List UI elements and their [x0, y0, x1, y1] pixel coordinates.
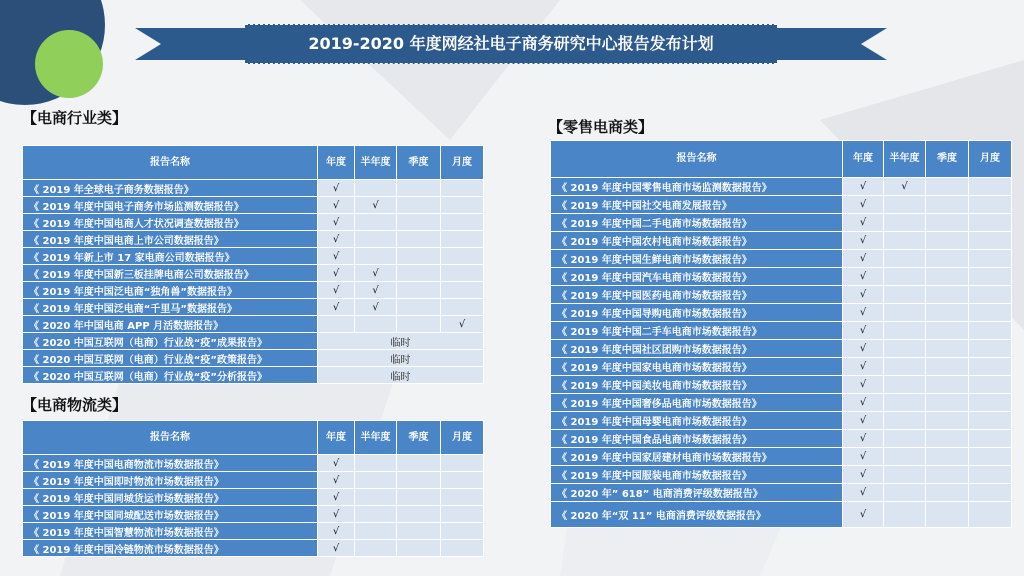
month-cell: [969, 214, 1012, 232]
header-year: 年度: [843, 141, 884, 178]
year-cell: √: [318, 282, 355, 299]
section-title-logistics: 【电商物流类】: [22, 396, 128, 414]
table-row: [551, 304, 1012, 322]
year-cell: √: [843, 448, 884, 466]
header-half-year: 半年度: [355, 146, 397, 180]
table-row: [551, 502, 1012, 528]
report-name-cell: 《 2019 年度中国二手车电商市场数据报告》: [551, 322, 843, 340]
half-cell: [884, 502, 926, 528]
quarter-cell: [397, 248, 441, 265]
half-cell: [884, 412, 926, 430]
month-cell: [969, 304, 1012, 322]
table-row: [551, 340, 1012, 358]
report-name-cell: 《 2019 年度中国家电电商市场数据报告》: [551, 358, 843, 376]
quarter-cell: [926, 502, 969, 528]
half-cell: [355, 316, 397, 333]
month-cell: [969, 322, 1012, 340]
report-name-cell: 《 2019 年度中国电商上市公司数据报告》: [23, 231, 318, 248]
half-cell: [884, 394, 926, 412]
month-cell: √: [441, 316, 484, 333]
table-row: [551, 214, 1012, 232]
half-cell: [355, 540, 397, 557]
table-row: [551, 358, 1012, 376]
table-row: [23, 299, 484, 316]
year-cell: √: [318, 299, 355, 316]
half-cell: [884, 466, 926, 484]
half-cell: [355, 472, 397, 489]
year-cell: √: [843, 340, 884, 358]
half-cell: [884, 448, 926, 466]
half-cell: [355, 523, 397, 540]
month-cell: [969, 178, 1012, 196]
report-name-cell: 《 2020 年” 618” 电商消费评级数据报告》: [551, 484, 843, 502]
report-name-cell: 《 2019 年度中国即时物流市场数据报告》: [23, 472, 318, 489]
quarter-cell: [926, 214, 969, 232]
month-cell: [969, 394, 1012, 412]
month-cell: [969, 358, 1012, 376]
month-cell: [441, 299, 484, 316]
year-cell: √: [843, 394, 884, 412]
report-name-cell: 《 2019 年度中国农村电商市场数据报告》: [551, 232, 843, 250]
year-cell: √: [318, 455, 355, 472]
half-cell: [355, 180, 397, 197]
report-name-cell: 《 2019 年度中国电商人才状况调查数据报告》: [23, 214, 318, 231]
year-cell: √: [843, 286, 884, 304]
report-name-cell: 《 2019 年度中国零售电商市场监测数据报告》: [551, 178, 843, 196]
report-name-cell: 《 2020 中国互联网（电商）行业战“疫”成果报告》: [23, 333, 318, 350]
quarter-cell: [926, 484, 969, 502]
report-name-cell: 《 2019 年度中国新三板挂牌电商公司数据报告》: [23, 265, 318, 282]
table-row: [23, 350, 484, 367]
page-title: 2019-2020 年度网经社电子商务研究中心报告发布计划: [308, 34, 714, 53]
year-cell: √: [843, 358, 884, 376]
temporary-cell: 临时: [318, 367, 484, 384]
quarter-cell: [397, 540, 441, 557]
header-month: 月度: [441, 146, 484, 180]
header-quarter: 季度: [926, 141, 969, 178]
half-cell: [884, 214, 926, 232]
table-row: [551, 430, 1012, 448]
table-row: [23, 214, 484, 231]
half-cell: [884, 484, 926, 502]
month-cell: [969, 430, 1012, 448]
report-name-cell: 《 2019 年度中国食品电商市场数据报告》: [551, 430, 843, 448]
half-cell: [884, 232, 926, 250]
month-cell: [969, 466, 1012, 484]
quarter-cell: [397, 523, 441, 540]
quarter-cell: [397, 180, 441, 197]
quarter-cell: [926, 448, 969, 466]
quarter-cell: [926, 430, 969, 448]
report-name-cell: 《 2019 年度中国汽车电商市场数据报告》: [551, 268, 843, 286]
year-cell: √: [318, 265, 355, 282]
header-year: 年度: [318, 421, 355, 455]
half-cell: [884, 304, 926, 322]
half-cell: √: [355, 265, 397, 282]
quarter-cell: [397, 316, 441, 333]
month-cell: [969, 448, 1012, 466]
month-cell: [969, 286, 1012, 304]
report-name-cell: 《 2019 年度中国家居建材电商市场数据报告》: [551, 448, 843, 466]
table-row: [23, 333, 484, 350]
table-row: [23, 455, 484, 472]
section-title-industry: 【电商行业类】: [22, 109, 128, 127]
half-cell: [355, 214, 397, 231]
table-row: [23, 523, 484, 540]
quarter-cell: [926, 322, 969, 340]
table-row: [23, 231, 484, 248]
quarter-cell: [926, 268, 969, 286]
report-name-cell: 《 2019 年度中国同城货运市场数据报告》: [23, 489, 318, 506]
temporary-cell: 临时: [318, 350, 484, 367]
half-cell: [884, 358, 926, 376]
industry-table: [22, 145, 484, 384]
month-cell: [441, 214, 484, 231]
temporary-cell: 临时: [318, 333, 484, 350]
header-half-year: 半年度: [355, 421, 397, 455]
year-cell: √: [318, 248, 355, 265]
quarter-cell: [397, 197, 441, 214]
quarter-cell: [926, 178, 969, 196]
report-name-cell: 《 2019 年度中国同城配送市场数据报告》: [23, 506, 318, 523]
report-name-cell: 《 2019 年度中国美妆电商市场数据报告》: [551, 376, 843, 394]
report-name-cell: 《 2019 年度中国智慧物流市场数据报告》: [23, 523, 318, 540]
table-row: [23, 472, 484, 489]
logistics-table: [22, 420, 484, 557]
year-cell: √: [318, 540, 355, 557]
header-year: 年度: [318, 146, 355, 180]
quarter-cell: [397, 455, 441, 472]
quarter-cell: [926, 232, 969, 250]
year-cell: √: [843, 196, 884, 214]
report-name-cell: 《 2019 年度中国社区团购市场数据报告》: [551, 340, 843, 358]
half-cell: [355, 489, 397, 506]
report-name-cell: 《 2019 年度中国医药电商市场数据报告》: [551, 286, 843, 304]
table-row: [551, 232, 1012, 250]
table-row: [23, 367, 484, 384]
table-row: [23, 489, 484, 506]
retail-table: [550, 140, 1012, 528]
table-row: [23, 265, 484, 282]
header-month: 月度: [969, 141, 1012, 178]
quarter-cell: [926, 304, 969, 322]
report-name-cell: 《 2019 年度中国二手电商市场数据报告》: [551, 214, 843, 232]
half-cell: [884, 430, 926, 448]
month-cell: [441, 540, 484, 557]
report-name-cell: 《 2019 年度中国服装电商市场数据报告》: [551, 466, 843, 484]
year-cell: √: [843, 376, 884, 394]
report-name-cell: 《 2019 年度中国导购电商市场数据报告》: [551, 304, 843, 322]
table-row: [23, 282, 484, 299]
report-name-cell: 《 2019 年度中国泛电商“千里马”数据报告》: [23, 299, 318, 316]
half-cell: [884, 340, 926, 358]
report-name-cell: 《 2019 年新上市 17 家电商公司数据报告》: [23, 248, 318, 265]
table-row: [23, 540, 484, 557]
table-row: [551, 322, 1012, 340]
month-cell: [969, 502, 1012, 528]
header-quarter: 季度: [397, 421, 441, 455]
month-cell: [441, 489, 484, 506]
year-cell: √: [843, 232, 884, 250]
month-cell: [441, 455, 484, 472]
quarter-cell: [926, 394, 969, 412]
report-name-cell: 《 2019 年度中国冷链物流市场数据报告》: [23, 540, 318, 557]
year-cell: √: [843, 250, 884, 268]
year-cell: √: [318, 523, 355, 540]
report-name-cell: 《 2019 年全球电子商务数据报告》: [23, 180, 318, 197]
year-cell: √: [318, 180, 355, 197]
report-name-cell: 《 2020 年“双 11” 电商消费评级数据报告》: [551, 502, 843, 528]
month-cell: [441, 248, 484, 265]
month-cell: [969, 250, 1012, 268]
year-cell: √: [318, 506, 355, 523]
month-cell: [441, 180, 484, 197]
year-cell: √: [843, 304, 884, 322]
table-row: [551, 412, 1012, 430]
table-row: [23, 316, 484, 333]
year-cell: √: [318, 472, 355, 489]
table-row: [551, 394, 1012, 412]
table-row: [23, 180, 484, 197]
report-name-cell: 《 2019 年度中国奢侈品电商市场数据报告》: [551, 394, 843, 412]
year-cell: [318, 316, 355, 333]
table-row: [551, 178, 1012, 196]
table-row: [551, 466, 1012, 484]
month-cell: [441, 282, 484, 299]
quarter-cell: [397, 506, 441, 523]
year-cell: √: [318, 231, 355, 248]
year-cell: √: [843, 412, 884, 430]
half-cell: √: [884, 178, 926, 196]
quarter-cell: [926, 358, 969, 376]
half-cell: [355, 506, 397, 523]
table-row: [551, 196, 1012, 214]
quarter-cell: [926, 196, 969, 214]
header-quarter: 季度: [397, 146, 441, 180]
half-cell: [884, 196, 926, 214]
title-banner: [135, 24, 887, 64]
table-row: [551, 376, 1012, 394]
month-cell: [441, 506, 484, 523]
quarter-cell: [397, 231, 441, 248]
report-name-cell: 《 2020 中国互联网（电商）行业战“疫”政策报告》: [23, 350, 318, 367]
half-cell: √: [355, 282, 397, 299]
table-row: [23, 248, 484, 265]
half-cell: √: [355, 197, 397, 214]
year-cell: √: [843, 178, 884, 196]
quarter-cell: [397, 214, 441, 231]
quarter-cell: [926, 250, 969, 268]
quarter-cell: [397, 265, 441, 282]
table-row: [23, 506, 484, 523]
table-row: [551, 484, 1012, 502]
half-cell: [355, 248, 397, 265]
month-cell: [969, 484, 1012, 502]
half-cell: √: [355, 299, 397, 316]
half-cell: [884, 376, 926, 394]
half-cell: [355, 231, 397, 248]
quarter-cell: [926, 412, 969, 430]
year-cell: √: [843, 268, 884, 286]
quarter-cell: [397, 282, 441, 299]
year-cell: √: [318, 197, 355, 214]
half-cell: [884, 322, 926, 340]
year-cell: √: [843, 484, 884, 502]
half-cell: [884, 250, 926, 268]
year-cell: √: [843, 322, 884, 340]
year-cell: √: [318, 214, 355, 231]
report-name-cell: 《 2019 年度中国社交电商发展报告》: [551, 196, 843, 214]
header-half-year: 半年度: [884, 141, 926, 178]
month-cell: [441, 472, 484, 489]
quarter-cell: [926, 340, 969, 358]
year-cell: √: [843, 430, 884, 448]
half-cell: [884, 286, 926, 304]
quarter-cell: [926, 466, 969, 484]
report-name-cell: 《 2019 年度中国电子商务市场监测数据报告》: [23, 197, 318, 214]
table-row: [551, 286, 1012, 304]
header-report-name: 报告名称: [23, 421, 318, 455]
report-name-cell: 《 2019 年度中国生鲜电商市场数据报告》: [551, 250, 843, 268]
report-name-cell: 《 2020 年中国电商 APP 月活数据报告》: [23, 316, 318, 333]
report-name-cell: 《 2019 年度中国泛电商“独角兽”数据报告》: [23, 282, 318, 299]
month-cell: [969, 268, 1012, 286]
report-name-cell: 《 2019 年度中国电商物流市场数据报告》: [23, 455, 318, 472]
quarter-cell: [926, 376, 969, 394]
month-cell: [969, 412, 1012, 430]
header-month: 月度: [441, 421, 484, 455]
quarter-cell: [397, 489, 441, 506]
half-cell: [355, 455, 397, 472]
half-cell: [884, 268, 926, 286]
month-cell: [441, 197, 484, 214]
quarter-cell: [926, 286, 969, 304]
month-cell: [441, 523, 484, 540]
month-cell: [441, 231, 484, 248]
year-cell: √: [843, 466, 884, 484]
report-name-cell: 《 2020 中国互联网（电商）行业战“疫”分析报告》: [23, 367, 318, 384]
month-cell: [969, 376, 1012, 394]
month-cell: [969, 196, 1012, 214]
table-row: [551, 268, 1012, 286]
table-row: [551, 250, 1012, 268]
month-cell: [441, 265, 484, 282]
header-report-name: 报告名称: [23, 146, 318, 180]
month-cell: [969, 232, 1012, 250]
report-name-cell: 《 2019 年度中国母婴电商市场数据报告》: [551, 412, 843, 430]
year-cell: √: [843, 502, 884, 528]
quarter-cell: [397, 472, 441, 489]
table-row: [551, 448, 1012, 466]
green-circle: [35, 30, 103, 98]
quarter-cell: [397, 299, 441, 316]
header-report-name: 报告名称: [551, 141, 843, 178]
table-row: [23, 197, 484, 214]
section-title-retail: 【零售电商类】: [548, 118, 654, 136]
year-cell: √: [318, 489, 355, 506]
year-cell: √: [843, 214, 884, 232]
month-cell: [969, 340, 1012, 358]
